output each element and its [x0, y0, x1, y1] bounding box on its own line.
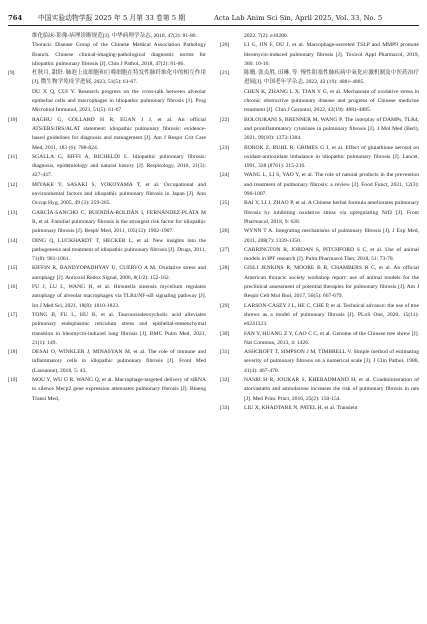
reference-number: [32]	[220, 376, 230, 383]
reference-entry	[220, 246, 419, 265]
reference-entry	[220, 376, 419, 404]
reference-entry	[220, 302, 419, 330]
reference-number: [10]	[8, 116, 18, 123]
reference-text: 维化临床-影像-病理诊断规范[J]. 中华病理学杂志, 2018, 47(2): 81-86.	[32, 33, 198, 39]
reference-text: 2022, 7(2): e10280.	[244, 33, 289, 39]
reference-entry	[220, 330, 419, 349]
reference-entry	[8, 153, 206, 181]
reference-text: MIYAKE Y, SASAKI S, YOKOYAMA T, et al. Occupational and environmental factors and idiopathic pulmonary fibrosis in Japan [J]. Ann Occup Hyg, 2005, 49 (3): 259-265.	[32, 181, 206, 207]
reference-text: CARRINGTON R, JORDAN S, PITCHFORD S C, et al. Use of animal models in IPF research [J]. Pulm Pharmacol Ther, 2018, 51: 73-78.	[244, 246, 419, 263]
reference-text: DESAI O, WINKLER J, MINASYAN M, et al. The role of immune and inflammatory cells in idiopathic pulmonary fibrosis [J]. Front Med (Lausanne), 2018, 5: 43.	[32, 349, 206, 374]
references-left-column	[8, 32, 206, 404]
reference-number: [27]	[220, 246, 230, 253]
reference-entry	[220, 69, 419, 88]
reference-entry	[220, 88, 419, 116]
reference-entry	[220, 199, 419, 227]
reference-number: [29]	[220, 302, 230, 309]
reference-text: FAN Y, HUANG Z Y, CAO C C, et al. Genome of the Chinese tree shrew [J]. Nat Commun, 2013, 4: 1426.	[244, 330, 419, 346]
reference-entry	[220, 116, 419, 144]
reference-text: BAI Y, LI J, ZHAO P, et al. A Chinese herbal formula ameliorates pulmonary fibrosis by inhibiting oxidative stress via upregulating Nrf2 [J]. Front Pharmacol, 2018, 9: 628.	[244, 200, 419, 225]
reference-text: BOLOURANI S, BRENNER M, WANG P. The interplay of DAMPs, TLR4, and proinflammatory cytokines in pulmonary fibrosis [J]. J Mol Med (Berl), 2021, 99(10): 1373-1384.	[244, 116, 419, 142]
reference-number: [20]	[220, 42, 230, 49]
reference-entry	[220, 32, 419, 41]
reference-entry	[8, 311, 206, 348]
reference-number: [26]	[220, 228, 230, 235]
reference-entry	[8, 32, 206, 41]
reference-number: [33]	[220, 404, 230, 411]
reference-number: [22]	[220, 116, 230, 123]
reference-number: [25]	[220, 200, 230, 207]
reference-text: GARCÍA-SANCHO C, BUENDÍA-ROLDÁN I, FERNÁNDEZ-PLATA M R, et al. Familial pulmonary fibrosis is the strongest risk factor for idiopathic pulmonary fibrosis [J]. Respir Med, 2011, 105(12): 1902-1907.	[32, 209, 206, 235]
reference-number: [19]	[8, 376, 18, 383]
reference-entry	[8, 283, 206, 311]
reference-text: LARSON-CASEY J L, HE C, CHE P, et al. Technical advance: the use of tree shrews as a model of pulmonary fibrosis [J]. PLoS One, 2020, 15(11): e0241323.	[244, 302, 419, 328]
reference-number: [11]	[8, 153, 18, 160]
reference-number: [12]	[8, 181, 18, 188]
reference-text: RAGHU G, COLLARD H R, EGAN J J, et al. An official ATS/ERS/JRS/ALAT statement: idiopathic pulmonary fibrosis: evidence-based guidelines for diagnosis and management [J]. Am J Respir Crit Care Med, 2011, 183 (6): 788-824.	[32, 116, 206, 151]
reference-text: DING Q, LUCKHARDT T, HECKER L, et al. New insights into the pathogenesis and treatment of idiopathic pulmonary fibrosis [J]. Drugs, 2011, 71(8): 981-1001.	[32, 237, 206, 263]
reference-entry	[8, 264, 206, 283]
reference-number: [23]	[220, 144, 230, 151]
reference-text: MOU Y, WU G R, WANG Q, et al. Macrophage-targeted delivery of siRNA to silence Mecp2 gene expression attenuates pulmonary fibrosis [J]. Bioeng Transl Med,	[32, 376, 206, 402]
reference-entry	[220, 348, 419, 376]
reference-entry	[220, 41, 419, 69]
reference-entry	[220, 171, 419, 199]
reference-number: [17]	[8, 311, 18, 318]
reference-text: BOROK Z, BUHL R, GRIMES G J, et al. Effect of glutathione aerosol on oxidant-antioxidant imbalance in idiopathic pulmonary fibrosis [J]. Lancet, 1991, 338 (8761): 215-216.	[244, 144, 419, 170]
references-right-column	[220, 32, 419, 413]
reference-entry	[8, 88, 206, 116]
reference-number: [18]	[8, 349, 18, 356]
reference-text: 杜秋月, 甜舒. 肺泡上皮细胞和巨噬细胞在特发性肺纤维化中的相互作用[J]. 微生物学免疫学进展, 2023, 51(5): 61-67.	[32, 70, 206, 86]
reference-text: GISLI JENKINS R, MOORE B B, CHAMBERS R C, et al. An official American thoracic society workshop report: use of animal models for the preclinical assessment of potential therapies for pulmonary fibrosis [J]. Am J Respir Cell Mol Biol, 2017, 56(5): 667-679.	[244, 265, 419, 300]
reference-entry	[8, 181, 206, 209]
reference-text: NASRI H R, JOUKAR S, KHERADMAND H, et al. Coadministration of atorvastatin and amiodarone increases the risk of pulmonary fibrosis in rats [J]. Med Princ Pract, 2016, 25(2): 150-154.	[244, 376, 419, 402]
reference-number: [24]	[220, 172, 230, 179]
reference-number: [15]	[8, 265, 18, 272]
reference-entry	[8, 348, 206, 376]
reference-entry	[8, 116, 206, 153]
reference-number: [9]	[8, 70, 15, 77]
reference-entry	[220, 264, 419, 301]
reference-text: LIU X, KHADTARE N, PATEL H, et al. Transient	[244, 404, 358, 411]
reference-entry	[8, 376, 206, 404]
journal-title-en: Acta Lab Anim Sci Sin, April 2025, Vol. 33, No. 5	[214, 14, 383, 22]
reference-text: TONG B, FU L, HU B, et al. Tauroursodeoxycholic acid alleviates pulmonary endoplasmic reticulum stress and epithelial-mesenchymal transition in bleomycin-induced lung fibrosis [J]. BMC Pulm Med, 2021, 21(1): 149.	[32, 311, 206, 346]
reference-entry	[8, 209, 206, 237]
reference-text: DU X Q, CUI Y. Research progress on the cross-talk between alveolar epithelial cells and macrophages in idiopathic pulmonary fibrosis [J]. Prog Microbiol Immunol, 2023, 51(5): 61-67.	[32, 88, 206, 114]
reference-text: WYNN T A. Integrating mechanisms of pulmonary fibrosis [J]. J Exp Med, 2011, 208(7): 1339-1350.	[244, 228, 419, 244]
reference-text: LI G, JIN F, DU J, et al. Macrophage-secreted TSLP and MMP9 promote bleomycin-induced pulmonary fibrosis [J]. Toxicol Appl Pharmacol, 2019, 366: 10-16.	[244, 42, 419, 67]
reference-entry	[8, 237, 206, 265]
reference-entry	[220, 404, 419, 413]
reference-number: [14]	[8, 237, 18, 244]
page-number: 764	[8, 14, 23, 22]
reference-number: [13]	[8, 209, 18, 216]
reference-text: ASHCROFT T, SIMPSON J M, TIMBRELL V. Simple method of estimating severity of pulmonary fibrosis on a numerical scale [J]. J Clin Pathol, 1988, 41(4): 467-470.	[244, 349, 419, 374]
reference-text: SGALLA G, BIFFI A, RICHELDI L. Idiopathic pulmonary fibrosis: diagnosis, epidemiology and natural history [J]. Respirology, 2016, 21(3): 427-437.	[32, 153, 206, 179]
reference-entry	[8, 69, 206, 88]
reference-number: [16]	[8, 284, 18, 291]
reference-text: WANG L, LI S, YAO Y, et al. The role of natural products in the prevention and treatment of pulmonary fibrosis: a review [J]. Food Funct, 2021, 12(3): 990-1007.	[244, 172, 419, 198]
reference-text: Thoracic Disease Group of the Chinese Medical Association Pathology Branch. Chinese clinical-imaging-pathological diagnostic norms for idiopathic pulmonary fibrosis [J]. Chin J Pathol, 2018, 47(2): 81-86.	[32, 42, 206, 67]
reference-text: 陈珊, 张贞胜, 田琳, 等. 慢性阻塞性肺疾病中氧化应激机制及中医药治疗进展[J]. 中国老年学杂志, 2022, 42 (19): 4881-4885.	[244, 70, 419, 86]
reference-number: [28]	[220, 265, 230, 272]
reference-entry	[220, 144, 419, 172]
reference-number: [21]	[220, 70, 230, 77]
reference-number: [30]	[220, 330, 230, 337]
reference-text: KIFFIN R, BANDYOPADHYAY U, CUERVO A M. Oxidative stress and autophagy [J]. Antioxid Redox Signal, 2006, 8(1/2): 152-162.	[32, 265, 206, 281]
reference-entry	[8, 41, 206, 69]
reference-entry	[220, 227, 419, 246]
reference-text: FU J, LU L, WANG H, et al. Hirsutella sinensis mycelium regulates autophagy of alveolar macrophages via TLR4/NF-κB signaling pathway [J]. Int J Med Sci, 2021, 18(8): 1810-1823.	[32, 284, 206, 309]
reference-number: [31]	[220, 349, 230, 356]
running-header	[8, 12, 419, 25]
journal-title-cn: 中国实验动物学报 2025 年 5 月第 33 卷第 5 期	[38, 14, 186, 22]
reference-text: CHEN K, ZHANG L X, TIAN Y G, et al. Mechanism of oxidative stress in chronic obstructive pulmonary disease and progress of Chinese medicine treatment [J]. Chin J Gerontol, 2022, 42(19): 4881-4885.	[244, 88, 419, 114]
header-rule	[8, 25, 419, 26]
